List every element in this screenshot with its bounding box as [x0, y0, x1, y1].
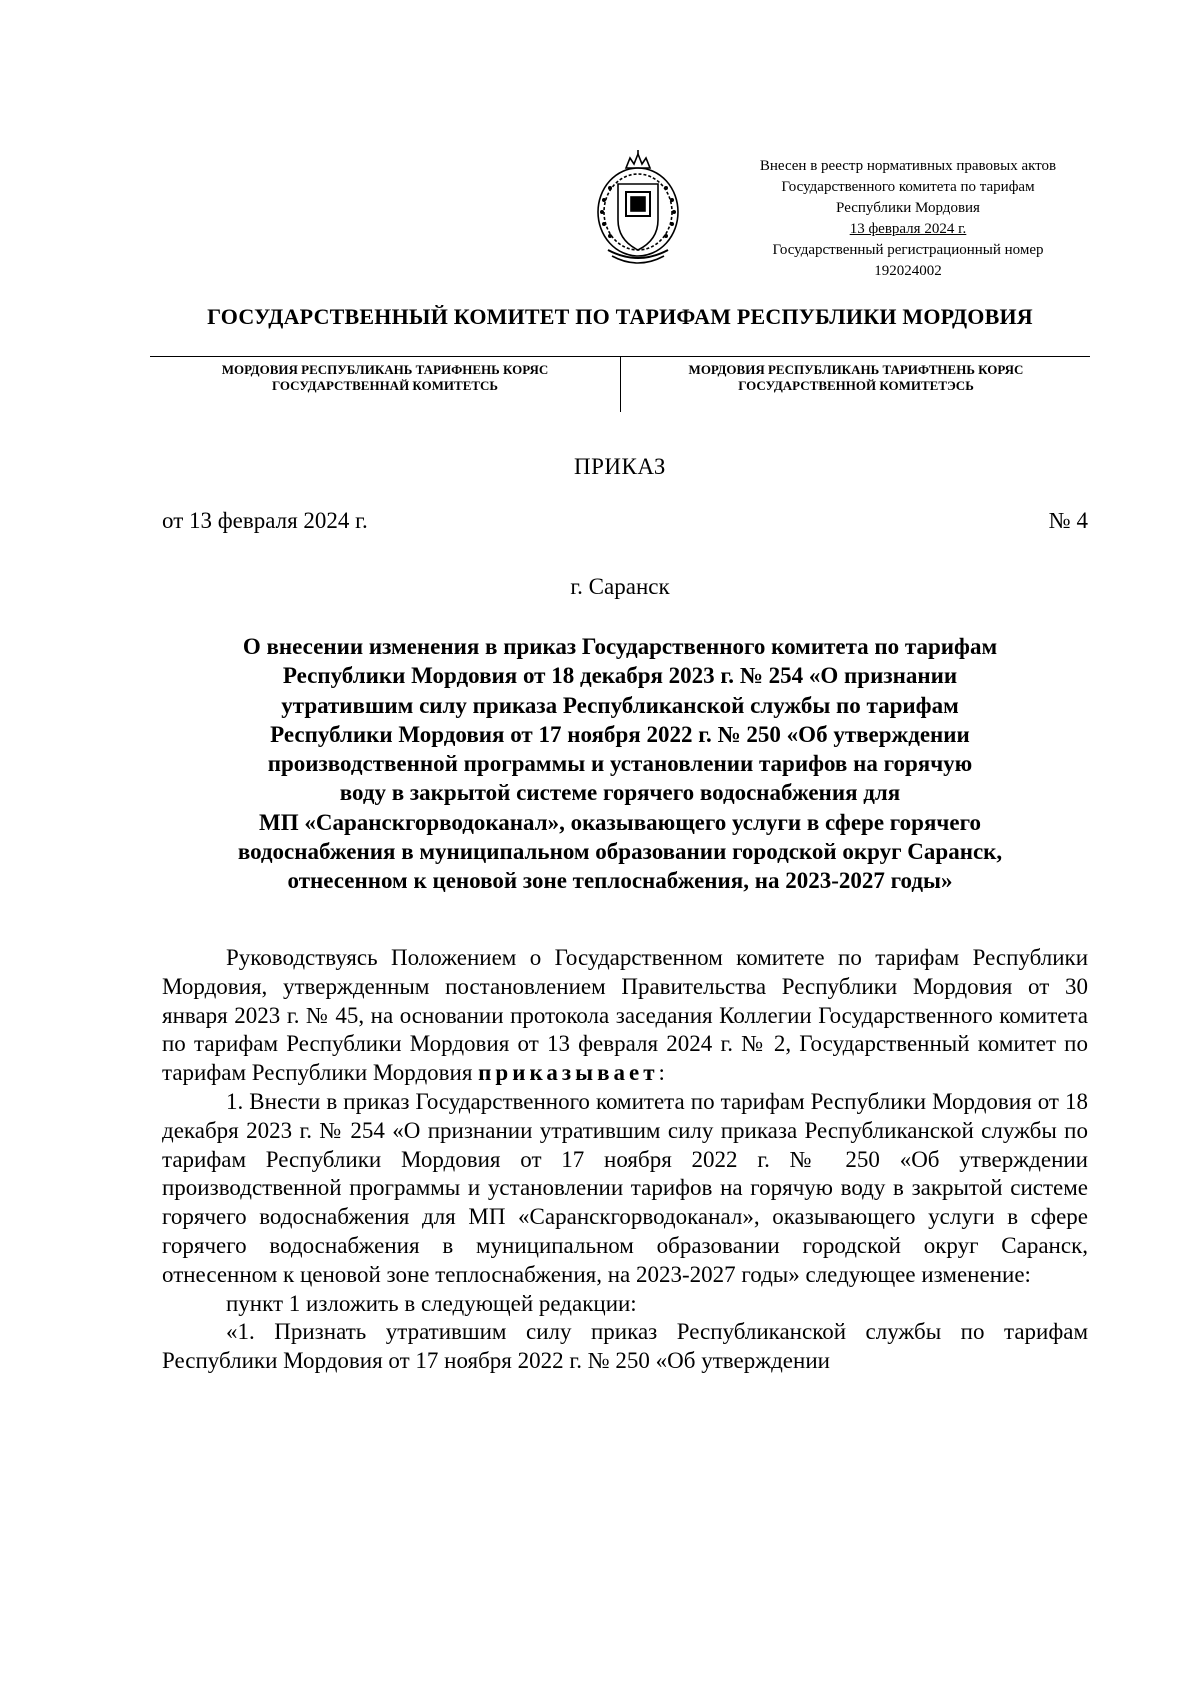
subject-line: водоснабжения в муниципальном образовании городской округ Саранск,: [237, 839, 1003, 865]
subject-line: Республики Мордовия от 17 ноября 2022 г. № 250 «Об утверждении: [270, 721, 970, 747]
preamble-text: Руководствуясь Положением о Государственном комитете по тарифам Республики Мордовия, утвержденным постановлением Правительства Республики Мордовия от 30 января 2023 г. № 45, на основании протокола заседания Коллегии Государственного комитета по тарифам Республики Мордовия от 13 февраля 2024 г. № 2, Государственный комитет по тарифам Республики Мордовия: [162, 945, 1088, 1086]
agency-name-erzya-line: ГОСУДАРСТВЕННОЙ КОМИТЕТЭСЬ: [738, 378, 974, 393]
subject-line: О внесении изменения в приказ Государственного комитета по тарифам: [242, 634, 998, 659]
header-column-divider: [620, 356, 621, 412]
clause-1-paragraph: 1. Внести в приказ Государственного комитета по тарифам Республики Мордовия от 18 декабря 2023 г. № 254 «О признании утратившим силу приказа Республиканской службы по тарифам Республики Мордовия от 17 ноября 2022 г. № 250 «Об утверждении производственной программы и установлении тарифов на горячую воду в закрытой системе горячего водоснабжения для МП «Саранскгорводоканал», оказывающего услуги в сфере горячего водоснабжения в муниципальном образовании городской округ Саранск, отнесенном к ценовой зоне теплоснабжения, на 2023-2027 годы» следующее изменение:: [162, 1088, 1088, 1287]
order-subject: [150, 632, 1090, 896]
agency-title: ГОСУДАРСТВЕННЫЙ КОМИТЕТ ПО ТАРИФАМ РЕСПУБЛИКИ МОРДОВИЯ: [207, 304, 1033, 329]
order-body: [162, 944, 1088, 1376]
subject-line: Республики Мордовия от 18 декабря 2023 г. № 254 «О признании: [282, 663, 958, 689]
registry-line: Внесен в реестр нормативных правовых актов: [759, 158, 1057, 174]
registry-line: Государственного комитета по тарифам: [781, 179, 1035, 195]
order-city: г. Саранск: [570, 574, 670, 599]
registry-date: 13 февраля 2024 г.: [849, 221, 967, 237]
order-title: ПРИКАЗ: [574, 454, 666, 479]
clause-new-text-paragraph: «1. Признать утратившим силу приказ Республиканской службы по тарифам Республики Мордовия от 17 ноября 2022 г. № 250 «Об утверждении: [162, 1319, 1088, 1374]
clause-instruction-paragraph: пункт 1 изложить в следующей редакции:: [226, 1290, 637, 1316]
order-number: № 4: [1048, 508, 1088, 533]
order-verb: приказывает: [478, 1060, 659, 1086]
agency-name-moksha: [150, 362, 620, 394]
registry-line: Государственный регистрационный номер: [772, 242, 1044, 258]
subject-line: отнесенном к ценовой зоне теплоснабжения, на 2023-2027 годы»: [287, 868, 953, 894]
agency-name-moksha-line: ГОСУДАРСТВЕННАЙ КОМИТЕТСЬ: [271, 378, 499, 393]
subject-line: производственной программы и установлении тарифов на горячую: [267, 751, 973, 777]
agency-name-erzya: [622, 362, 1090, 394]
registry-stamp: [728, 156, 1088, 282]
registry-line: Республики Мордовия: [836, 200, 980, 216]
preamble-colon: :: [658, 1060, 665, 1086]
subject-line: МП «Саранскгорводоканал», оказывающего услуги в сфере горячего: [259, 809, 981, 835]
agency-name-moksha-line: МОРДОВИЯ РЕСПУБЛИКАНЬ ТАРИФНЕНЬ КОРЯС: [221, 362, 549, 377]
subject-line: утратившим силу приказа Республиканской службы по тарифам: [281, 692, 959, 718]
order-date: от 13 февраля 2024 г.: [162, 508, 368, 533]
coat-of-arms-emblem: [590, 150, 686, 270]
subject-line: воду в закрытой системе горячего водоснабжения для: [339, 780, 901, 806]
registry-number: 192024002: [874, 263, 942, 279]
agency-name-erzya-line: МОРДОВИЯ РЕСПУБЛИКАНЬ ТАРИФТНЕНЬ КОРЯС: [688, 362, 1024, 377]
preamble-paragraph: [162, 944, 1088, 1088]
